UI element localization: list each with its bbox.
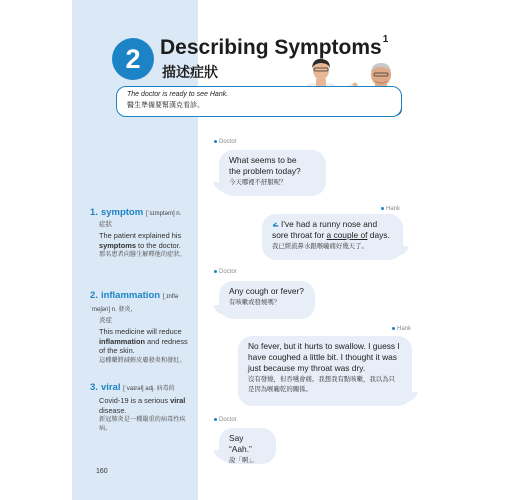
scene-text-en: The doctor is ready to see Hank. [127, 91, 229, 98]
vocab-headword: 2. inflammation [ˌɪnfləˈmeʃən] n. 發炎， [90, 290, 179, 313]
bubble-text-en: Any cough or fever? [229, 286, 304, 296]
vocab-example-zh: 那名患者向醫生解釋他的症狀。 [99, 251, 186, 258]
chapter-title: Describing Symptoms$^1$ [160, 34, 389, 59]
speaker-label-hank: Hank [392, 326, 411, 332]
pointing-hand-icon [272, 221, 279, 228]
vocab-example-en: This medicine will reduce inflammation and redness of the skin. [99, 327, 188, 355]
bubble-text-zh: 我已經流鼻水跟喉嚨痛好幾天了。 [272, 243, 368, 250]
vocab-headword: 1. symptom [ˈsɪmptəm] n. [90, 207, 182, 218]
bubble-text-zh: 今天哪裡不舒服呢？ [229, 179, 287, 186]
vocab-meaning-zh: 炎症 [99, 317, 112, 324]
bubble-text-zh: 有咳嗽或發燒嗎？ [229, 299, 281, 306]
vocab-meaning-zh: 症狀 [99, 221, 112, 228]
speech-bubble-hank-1 [262, 214, 403, 260]
page-number: 160 [96, 468, 108, 475]
vocab-example-zh: 這種藥將減輕皮膚發炎和發紅。 [99, 356, 186, 364]
vocab-headword: 3. viral [ˈvaɪrəl] adj. 病毒的 [90, 382, 175, 393]
vocab-entry-symptom [90, 207, 194, 259]
chapter-number-badge: 2 [112, 38, 154, 80]
speech-bubble-doctor-3 [219, 428, 276, 464]
bubble-text-en: What seems to be the problem today? [229, 155, 301, 176]
bubble-text-en: I've had a runny nose and sore throat for a couple of days. [272, 219, 390, 240]
speaker-label-doctor: Doctor [214, 269, 237, 275]
speaker-label-doctor: Doctor [214, 139, 237, 145]
scene-banner [116, 86, 402, 117]
speaker-label-doctor: Doctor [214, 417, 237, 423]
bubble-text-zh: 沒有發燒，但吞嚥會痛。我想我有點咳嗽，我以為只 是因為喉嚨乾的關係。 [248, 376, 395, 393]
speech-bubble-doctor-2 [219, 281, 315, 319]
vocab-entry-inflammation [90, 290, 194, 365]
vocab-example-en: The patient explained his symptoms to the doctor. [99, 231, 182, 250]
speech-bubble-doctor-1 [219, 150, 326, 196]
vocab-entry-viral [90, 382, 194, 433]
speech-bubble-hank-2 [238, 336, 412, 406]
scene-text-zh: 醫生準備要幫漢克看診。 [127, 102, 204, 109]
bubble-text-en: No fever, but it hurts to swallow. I guess I have coughed a little bit. I thought it was just because my throat was dry. [248, 341, 400, 373]
bubble-text-zh: 說「啊」。 [229, 457, 258, 464]
vocab-example-en: Covid-19 is a serious viral disease. [99, 396, 186, 415]
speaker-label-hank: Hank [381, 206, 400, 212]
highlighted-phrase: a couple of [326, 230, 368, 240]
vocab-example-zh: 新冠肺炎是一種嚴重的病毒性疾病。 [99, 416, 186, 432]
chapter-subtitle: 描述症狀 [162, 64, 218, 80]
bubble-text-en: Say “Aah.” [229, 433, 252, 454]
footnote-marker: 1 [382, 34, 389, 45]
